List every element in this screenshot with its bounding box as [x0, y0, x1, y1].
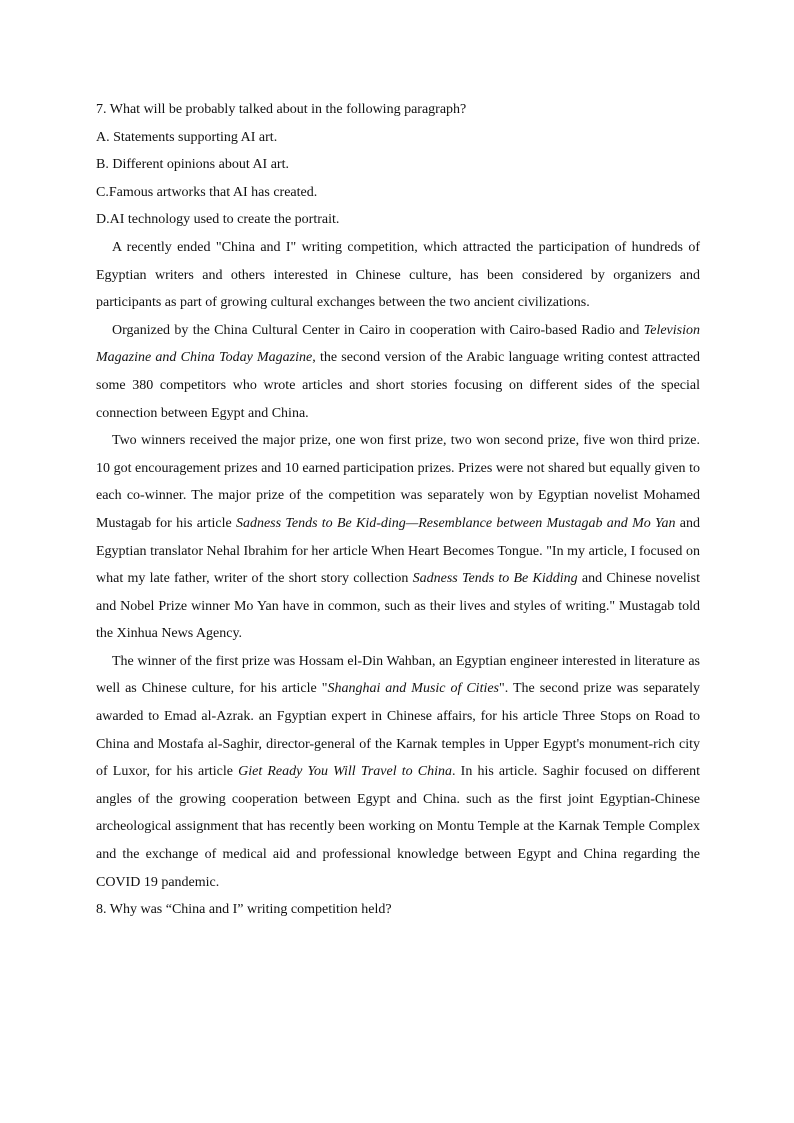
- article-title-travel-china: Giet Ready You Will Travel to China: [238, 764, 453, 780]
- paragraph-4-text-b: ". The second prize was separately awarded to Emad al-Azrak. an Fgyptian expert in Chinese affairs, for his article Three Stops on Road to China and Mostafa al-Saghir, director-general of the Karnak temples in Upper Egypt's monument-rich city of Luxor, for his article: [96, 681, 700, 780]
- magazine-title: Television Magazine and China Today Magazine: [96, 322, 700, 366]
- passage-paragraph-2: [96, 317, 700, 427]
- paragraph-2-text-b: , the second version of the Arabic language writing contest attracted some 380 competitors who wrote articles and short stories focusing on different sides of the special connection between Egypt and China.: [96, 350, 701, 421]
- paragraph-3-text-c: and Chinese novelist and Nobel Prize winner Mo Yan have in common, such as their lives and styles of writing." Mustagab told the Xinhua News Agency.: [96, 571, 700, 642]
- paragraph-4-text-a: The winner of the first prize was Hossam el-Din Wahban, an Egyptian engineer interested in literature as well as Chinese culture, for his article ": [96, 653, 700, 697]
- passage-paragraph-3: [96, 427, 700, 648]
- question-7-option-b: B. Different opinions about AI art.: [96, 157, 289, 173]
- question-7-option-d: D.AI technology used to create the portrait.: [96, 212, 340, 228]
- document-body: [96, 96, 700, 924]
- paragraph-2-text-a: Organized by the China Cultural Center in Cairo in cooperation with Cairo-based Radio and: [112, 322, 644, 338]
- paragraph-3-text-a: Two winners received the major prize, one won first prize, two won second prize, five won third prize. 10 got encouragement prizes and 10 earned participation prizes. Prizes were not shared but equally given to each co-winner. The major prize of the competition was separately won by Egyptian novelist Mohamed Mustagab for his article: [96, 433, 700, 531]
- passage-paragraph-1: A recently ended "China and I" writing competition, which attracted the participation of hundreds of Egyptian writers and others interested in Chinese culture, has been considered by organizers and participants as part of growing cultural exchanges between the two ancient civilizations.: [96, 239, 700, 311]
- paragraph-4-text-c: . In his article. Saghir focused on different angles of the growing cooperation between Egypt and China. such as the first joint Egyptian-Chinese archeological assignment that has recently been working on Montu Temple at the Karnak Temple Complex and the exchange of medical aid and professional knowledge between Egypt and China regarding the COVID 19 pandemic.: [96, 764, 700, 890]
- article-title-shanghai: Shanghai and Music of Cities: [327, 681, 500, 697]
- question-8-stem: 8. Why was “China and I” writing competition held?: [96, 902, 392, 918]
- question-7-option-c: C.Famous artworks that AI has created.: [96, 184, 318, 200]
- passage-paragraph-4: [96, 648, 700, 896]
- article-title-sadness-resemblance: Sadness Tends to Be Kid-ding—Resemblance between Mustagab and Mo Yan: [235, 515, 676, 531]
- paragraph-3-text-b: and Egyptian translator Nehal Ibrahim for her article When Heart Becomes Tongue. "In my article, I focused on what my late father, writer of the short story collection: [96, 515, 701, 587]
- question-7-option-a: A. Statements supporting AI art.: [96, 129, 278, 145]
- collection-title-sadness: Sadness Tends to Be Kidding: [412, 571, 578, 587]
- question-7-stem: 7. What will be probably talked about in the following paragraph?: [96, 102, 467, 117]
